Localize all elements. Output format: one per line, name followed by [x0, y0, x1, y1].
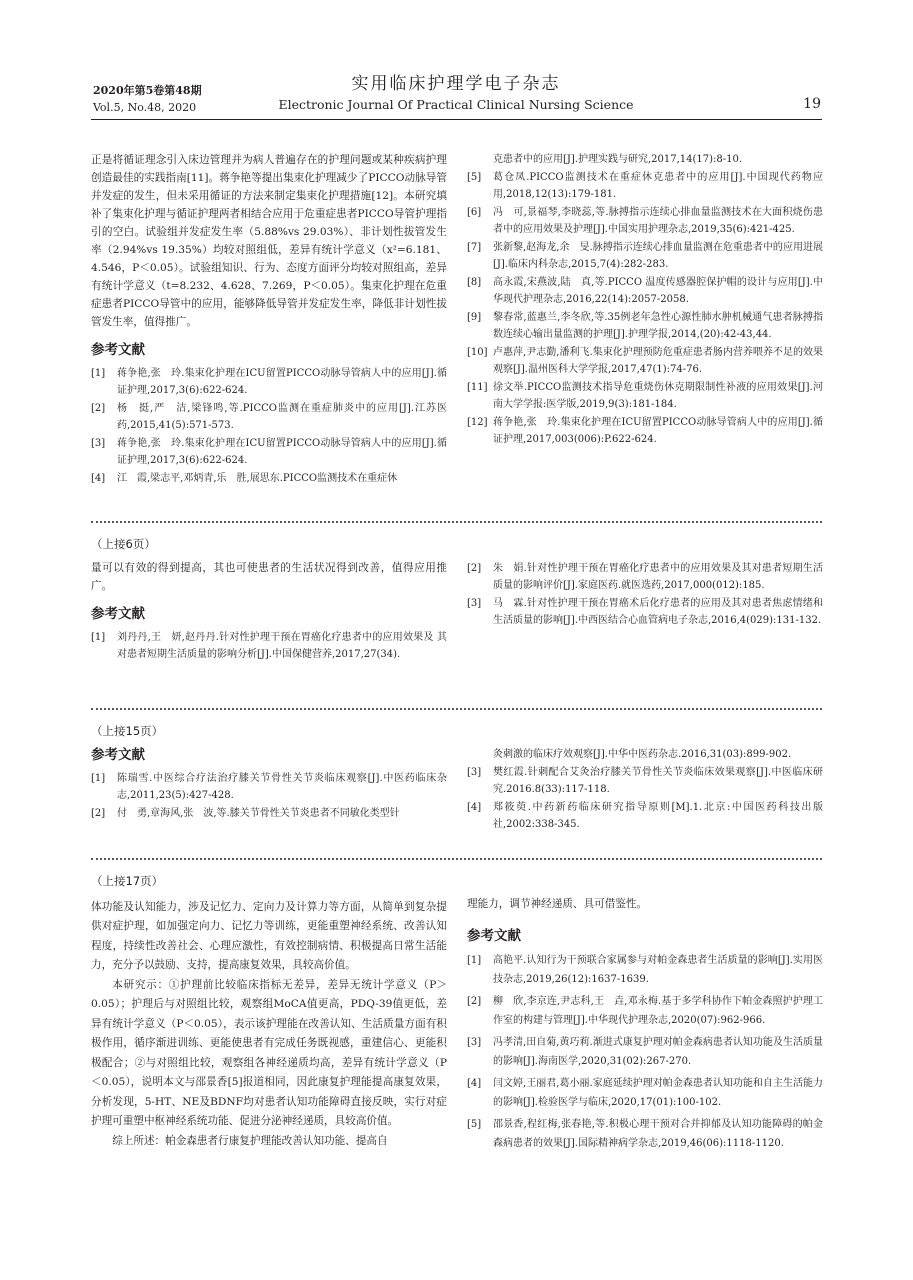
reference-number: [3] [467, 1037, 482, 1048]
reference-text: 郑筱萸.中药新药临床研究指导原则[M].1.北京:中国医药科技出版社,2002:338-345. [493, 802, 823, 830]
references-heading: 参考文献 [91, 747, 145, 763]
reference-list [91, 365, 447, 487]
reference-item [467, 951, 823, 989]
journal-title [240, 72, 672, 114]
reference-number: [2] [91, 808, 106, 819]
reference-continuation [467, 746, 823, 763]
reference-item [91, 805, 447, 822]
reference-item [467, 764, 823, 798]
section3-left-column [91, 722, 447, 823]
reference-text: 马 霖.针对性护理干预在胃癌术后化疗患者的应用及其对患者焦虑情绪和生活质量的影响[J].中西医结合心血管病电子杂志,2016,4(029):131-132. [493, 598, 823, 626]
body-paragraph: 体功能及认知能力，涉及记忆力、定向力及计算力等方面，从简单到复杂提供对症护理，如加强定向力、记忆力等训练，更能重塑神经系统、改善认知程度，持续性改善社会、心理应激性，有效控制病情、积极提高日常生活能力，充分予以鼓励、支持，提高康复效果，具较高价值。 [91, 900, 447, 971]
reference-text: 灸刺激的临床疗效观察[J].中华中医药杂志.2016,31(03):899-902. [493, 749, 792, 760]
reference-text: 克患者中的应用[J].护理实践与研究,2017,14(17):8-10. [493, 154, 743, 165]
reference-text: 张新黎,赵海龙,余 旻.脉搏指示连续心排血量监测在危重患者中的应用进展[J].临床内科杂志,2015,7(4):282-283. [493, 242, 823, 270]
reference-item [467, 992, 823, 1030]
body-paragraph: 理能力，调节神经递质、具可借鉴性。 [467, 898, 648, 910]
issue-info [93, 82, 202, 116]
reference-text: 江 霞,梁志平,邓炳青,乐 胜,展思东.PICCO监测技术在重症休 [117, 473, 398, 484]
references-heading: 参考文献 [91, 606, 145, 622]
reference-item [467, 595, 823, 629]
reference-item [91, 470, 447, 487]
reference-item [467, 414, 823, 448]
reference-text: 徐文举.PICCO监测技术指导危重烧伤休克期限制性补液的应用效果[J].河南大学学报:医学版,2019,9(3):181-184. [493, 382, 823, 410]
reference-number: [5] [467, 1119, 482, 1130]
reference-number: [1] [467, 955, 482, 966]
reference-number: [3] [467, 598, 482, 609]
section-divider [91, 858, 822, 860]
reference-item [467, 1115, 823, 1153]
reference-item [91, 629, 447, 663]
body-paragraph: 量可以有效的得到提高，其也可使患者的生活状况得到改善，值得应用推广。 [91, 562, 447, 592]
reference-number: [4] [467, 1078, 482, 1089]
journal-title-en: Electronic Journal Of Practical Clinical Nursing Science [278, 97, 634, 112]
continuation-label: （上接15页） [91, 724, 164, 738]
reference-text: 卢惠萍,尹志勤,潘利飞.集束化护理预防危重症患者肠内营养喂养不足的效果观察[J].温州医科大学学报,2017,47(1):74-76. [493, 347, 823, 375]
body-paragraph: 本研究示：①护理前比较临床指标无差异，差异无统计学意义（P＞0.05）；护理后与对照组比较，观察组MoCA值更高，PDQ-39值更低，差异有统计学意义（P＜0.05），表示该护理能在改善认知、生活质量方面有积极作用，循序渐进训练、更能使患者有完成任务既视感，重建信心、更能积极配合；②与对照组比较，观察组各神经递质均高，差异有统计学意义（P＜0.05），说明本文与邵景香[5]报道相同，因此康复护理能提高康复效果，分析发现，5-HT、NE及BDNF均对患者认知功能障碍直接反映，实行对症护理可重塑中枢神经系统功能、促进分泌神经递质，具较高价值。 [91, 978, 447, 1127]
reference-item [467, 1074, 823, 1112]
reference-text: 冯 可,景福琴,李晓蕊,等.脉搏指示连续心排血量监测技术在大面积烧伤患者中的应用效果及护理[J].中国实用护理杂志,2019,35(6):421-425. [493, 207, 823, 235]
section-divider [91, 521, 822, 523]
header-rule [91, 119, 822, 120]
reference-text: 蒋争艳,张 玲.集束化护理在ICU留置PICCO动脉导管病人中的应用[J].循证护理,2017,003(006):P.622-624. [493, 417, 823, 445]
reference-item [467, 309, 823, 343]
reference-text: 杨 挺,严 洁,梁锋鸣,等.PICCO监测在重症肺炎中的应用[J].江苏医药,2015,41(5):571-573. [117, 403, 447, 431]
reference-item [467, 274, 823, 308]
page-number: 19 [803, 96, 821, 112]
reference-number: [11] [467, 382, 488, 393]
section1-left-column [91, 151, 447, 488]
reference-text: 蒋争艳,张 玲.集束化护理在ICU留置PICCO动脉导管病人中的应用[J].循证护理,2017,3(6):622-624. [117, 438, 447, 466]
reference-number: [2] [91, 403, 106, 414]
reference-item [467, 239, 823, 273]
section2-right-column [467, 560, 823, 630]
reference-number: [9] [467, 312, 482, 323]
reference-item [467, 1033, 823, 1071]
reference-text: 高艳平.认知行为干预联合家属参与对帕金森患者生活质量的影响[J].实用医技杂志,2019,26(12):1637-1639. [493, 955, 823, 985]
section2-left-column [91, 535, 447, 664]
reference-number: [10] [467, 347, 488, 358]
reference-item [467, 344, 823, 378]
references-heading: 参考文献 [467, 928, 521, 944]
reference-text: 陈瑞雪.中医综合疗法治疗膝关节骨性关节炎临床观察[J].中医药临床杂志,2011,23(5):427-428. [117, 773, 447, 801]
reference-item [467, 204, 823, 238]
reference-number: [4] [467, 802, 482, 813]
section4-left-column [91, 872, 447, 1151]
references-heading: 参考文献 [91, 342, 145, 358]
reference-number: [2] [467, 996, 482, 1007]
issue-en: Vol.5, No.48, 2020 [93, 101, 197, 114]
reference-item [467, 799, 823, 833]
reference-item [91, 435, 447, 469]
reference-item [91, 770, 447, 804]
reference-item [91, 400, 447, 434]
reference-item [467, 560, 823, 594]
reference-text: 樊红霞.针刺配合艾灸治疗膝关节骨性关节炎临床效果观察[J].中医临床研究.2016.8(33):117-118. [493, 767, 823, 795]
section-divider [91, 708, 822, 710]
reference-continuation [467, 151, 823, 168]
reference-text: 邵景香,程红梅,张春艳,等.积极心理干预对合并抑郁及认知功能障碍的帕金森病患者的效果[J].国际精神病学杂志,2019,46(06):1118-1120. [493, 1119, 823, 1149]
reference-number: [1] [91, 773, 106, 784]
reference-item [467, 169, 823, 203]
reference-text: 柳 欣,李京连,尹志科,王 垚,邓永梅.基于多学科协作下帕金森照护护理工作室的构建与管理[J].中华现代护理杂志,2020(07):962-966. [493, 996, 823, 1026]
reference-number: [2] [467, 563, 482, 574]
reference-text: 蒋争艳,张 玲.集束化护理在ICU留置PICCO动脉导管病人中的应用[J].循证护理,2017,3(6):622-624. [117, 368, 447, 396]
reference-text: 高永霞,宋燕波,陆 真,等.PICCO 温度传感器腔保护帽的设计与应用[J].中华现代护理杂志,2016,22(14):2057-2058. [493, 277, 823, 305]
reference-number: [4] [91, 473, 106, 484]
section4-right-column [467, 895, 823, 1156]
reference-text: 朱 娟.针对性护理干预在胃癌化疗患者中的应用效果及其对患者短期生活质量的影响评价[J].家庭医药.就医选药,2017,000(012):185. [493, 563, 823, 591]
reference-number: [12] [467, 417, 488, 428]
reference-item [467, 379, 823, 413]
reference-text: 刘丹丹,王 妍,赵丹丹.针对性护理干预在胃癌化疗患者中的应用效果及 其对患者短期生活质量的影响分析[J].中国保健营养,2017,27(34). [117, 632, 447, 660]
continuation-label: （上接17页） [91, 874, 164, 888]
reference-text: 黎春常,蓝惠兰,李冬欣,等.35例老年急性心源性肺水肿机械通气患者脉搏指数连续心输出量监测的护理[J].护理学报,2014,(20):42-43,44. [493, 312, 823, 340]
issue-cn: 2020年第5卷第48期 [93, 84, 202, 97]
reference-text: 付 勇,章海风,张 波,等.膝关节骨性关节炎患者不同敏化类型针 [117, 808, 400, 819]
section1-right-column [467, 151, 823, 449]
reference-text: 葛仓凤.PICCO监测技术在重症休克患者中的应用[J].中国现代药物应用,2018,12(13):179-181. [493, 172, 823, 200]
reference-item [91, 365, 447, 399]
reference-number: [1] [91, 368, 106, 379]
reference-text: 冯孝清,田自菊,黄巧莉.渐进式康复护理对帕金森病患者认知功能及生活质量的影响[J].海南医学,2020,31(02):267-270. [493, 1037, 823, 1067]
section3-right-column [467, 746, 823, 834]
continuation-label: （上接6页） [91, 537, 156, 551]
reference-number: [1] [91, 632, 106, 643]
reference-number: [7] [467, 242, 482, 253]
reference-number: [3] [91, 438, 106, 449]
reference-number: [8] [467, 277, 482, 288]
reference-number: [6] [467, 207, 482, 218]
body-paragraph: 正是将循证理念引入床边管理并为病人普遍存在的护理问题或某种疾病护理创造最佳的实践指南[11]。蒋争艳等提出集束化护理减少了PICCO动脉导管并发症的发生，但未采用循证的方法来制定集束化护理措施[12]。本研究填补了集束化护理与循证护理两者相结合应用于危重症患者PICCO导管护理指引的空白。试验组并发症发生率（5.88%vs 29.03%）、非计划性拔管发生率（2.94%vs 19.35%）均较对照组低，差异有统计学意义（x²=6.181、4.546，P＜0.05）。试验组知识、行为、态度方面评分均较对照组高，差异有统计学意义（t=8.232、4.628、7.269，P＜0.05）。集束化护理在危重症患者PICCO导管中的应用，能够降低导管并发症发生率，降低非计划性拔管发生率，值得推广。 [91, 154, 447, 328]
reference-number: [5] [467, 172, 482, 183]
reference-number: [3] [467, 767, 482, 778]
body-paragraph: 综上所述：帕金森患者行康复护理能改善认知功能、提高自 [112, 1134, 388, 1147]
reference-text: 闫文婷,王丽君,葛小丽.家庭延续护理对帕金森患者认知功能和自主生活能力的影响[J].检验医学与临床,2020,17(01):100-102. [493, 1078, 823, 1108]
journal-title-cn: 实用临床护理学电子杂志 [351, 74, 561, 94]
